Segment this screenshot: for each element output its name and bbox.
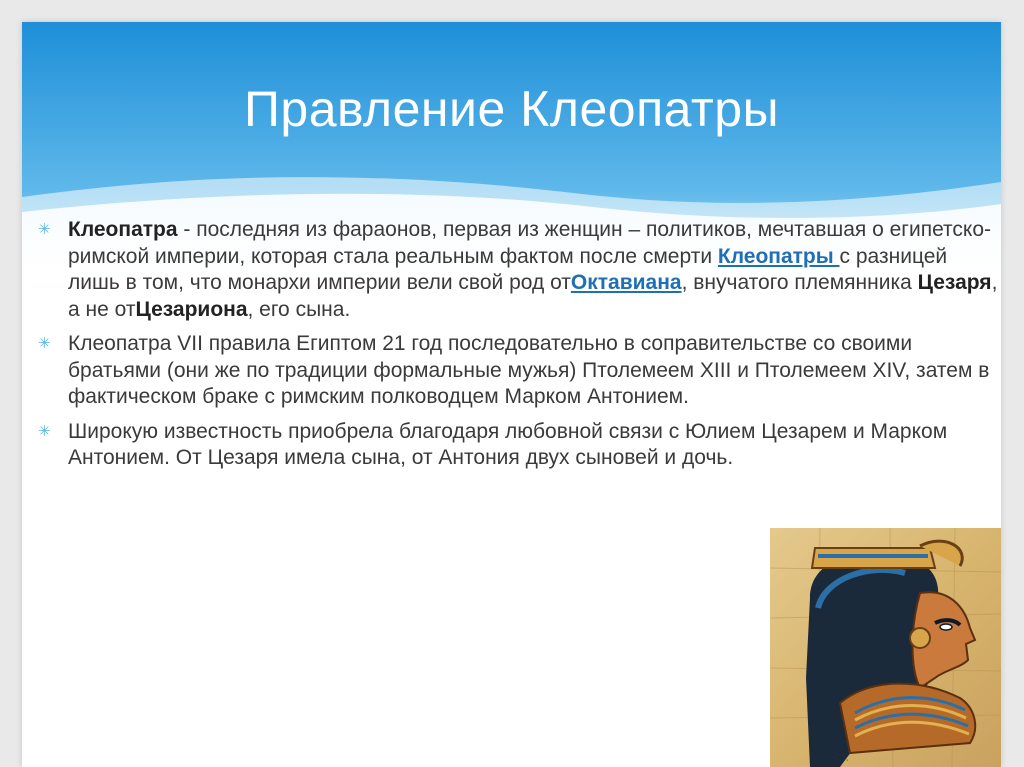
octavian-link[interactable]: Октавиана [570, 271, 682, 294]
slide-title: Правление Клеопатры [243, 81, 780, 137]
bullet-item [38, 331, 998, 411]
bullet-text: , его сына. [247, 297, 351, 321]
bullet-text: с разницей лишь в том, что монархи империи вели свой род от [68, 244, 948, 294]
bullet-item [38, 217, 998, 323]
bullet-text: Клеопатра VII правила Египтом 21 год последовательно в соправительстве со своими братьями (они же по традиции формальные мужья) Птолемеем XIII и Птолемеем XIV, затем в фактическом браке с римским полководцем Марком Антонием. [68, 332, 990, 408]
bullet-list [38, 217, 998, 480]
asterisk-bullet-icon: ✳ [38, 221, 51, 238]
slide [22, 22, 1001, 767]
bullet-text: Широкую известность приобрела благодаря любовной связи с Юлием Цезарем и Марком Антонием. От Цезаря имела сына, от Антония двух сыновей и дочь. [68, 419, 948, 469]
svg-text:⋰ ⋱: ⋰ ⋱ [830, 753, 849, 762]
cleopatra-link[interactable]: Клеопатры [717, 244, 840, 268]
bold-term: Цезариона [135, 297, 248, 321]
bold-term: Клеопатра [68, 218, 178, 241]
bullet-text: , а не от [68, 271, 998, 321]
bold-term: Цезаря [917, 271, 992, 294]
asterisk-bullet-icon: ✳ [38, 335, 51, 352]
bullet-text: - последняя из фараонов, первая из женщин – политиков, мечтавшая о египетско-римской империи, которая стала реальным фактом после смерти [68, 218, 992, 268]
cleopatra-portrait-image [770, 528, 1001, 767]
bullet-text: , внучатого племянника [681, 271, 918, 294]
bullet-item [38, 419, 998, 472]
asterisk-bullet-icon: ✳ [38, 422, 51, 440]
